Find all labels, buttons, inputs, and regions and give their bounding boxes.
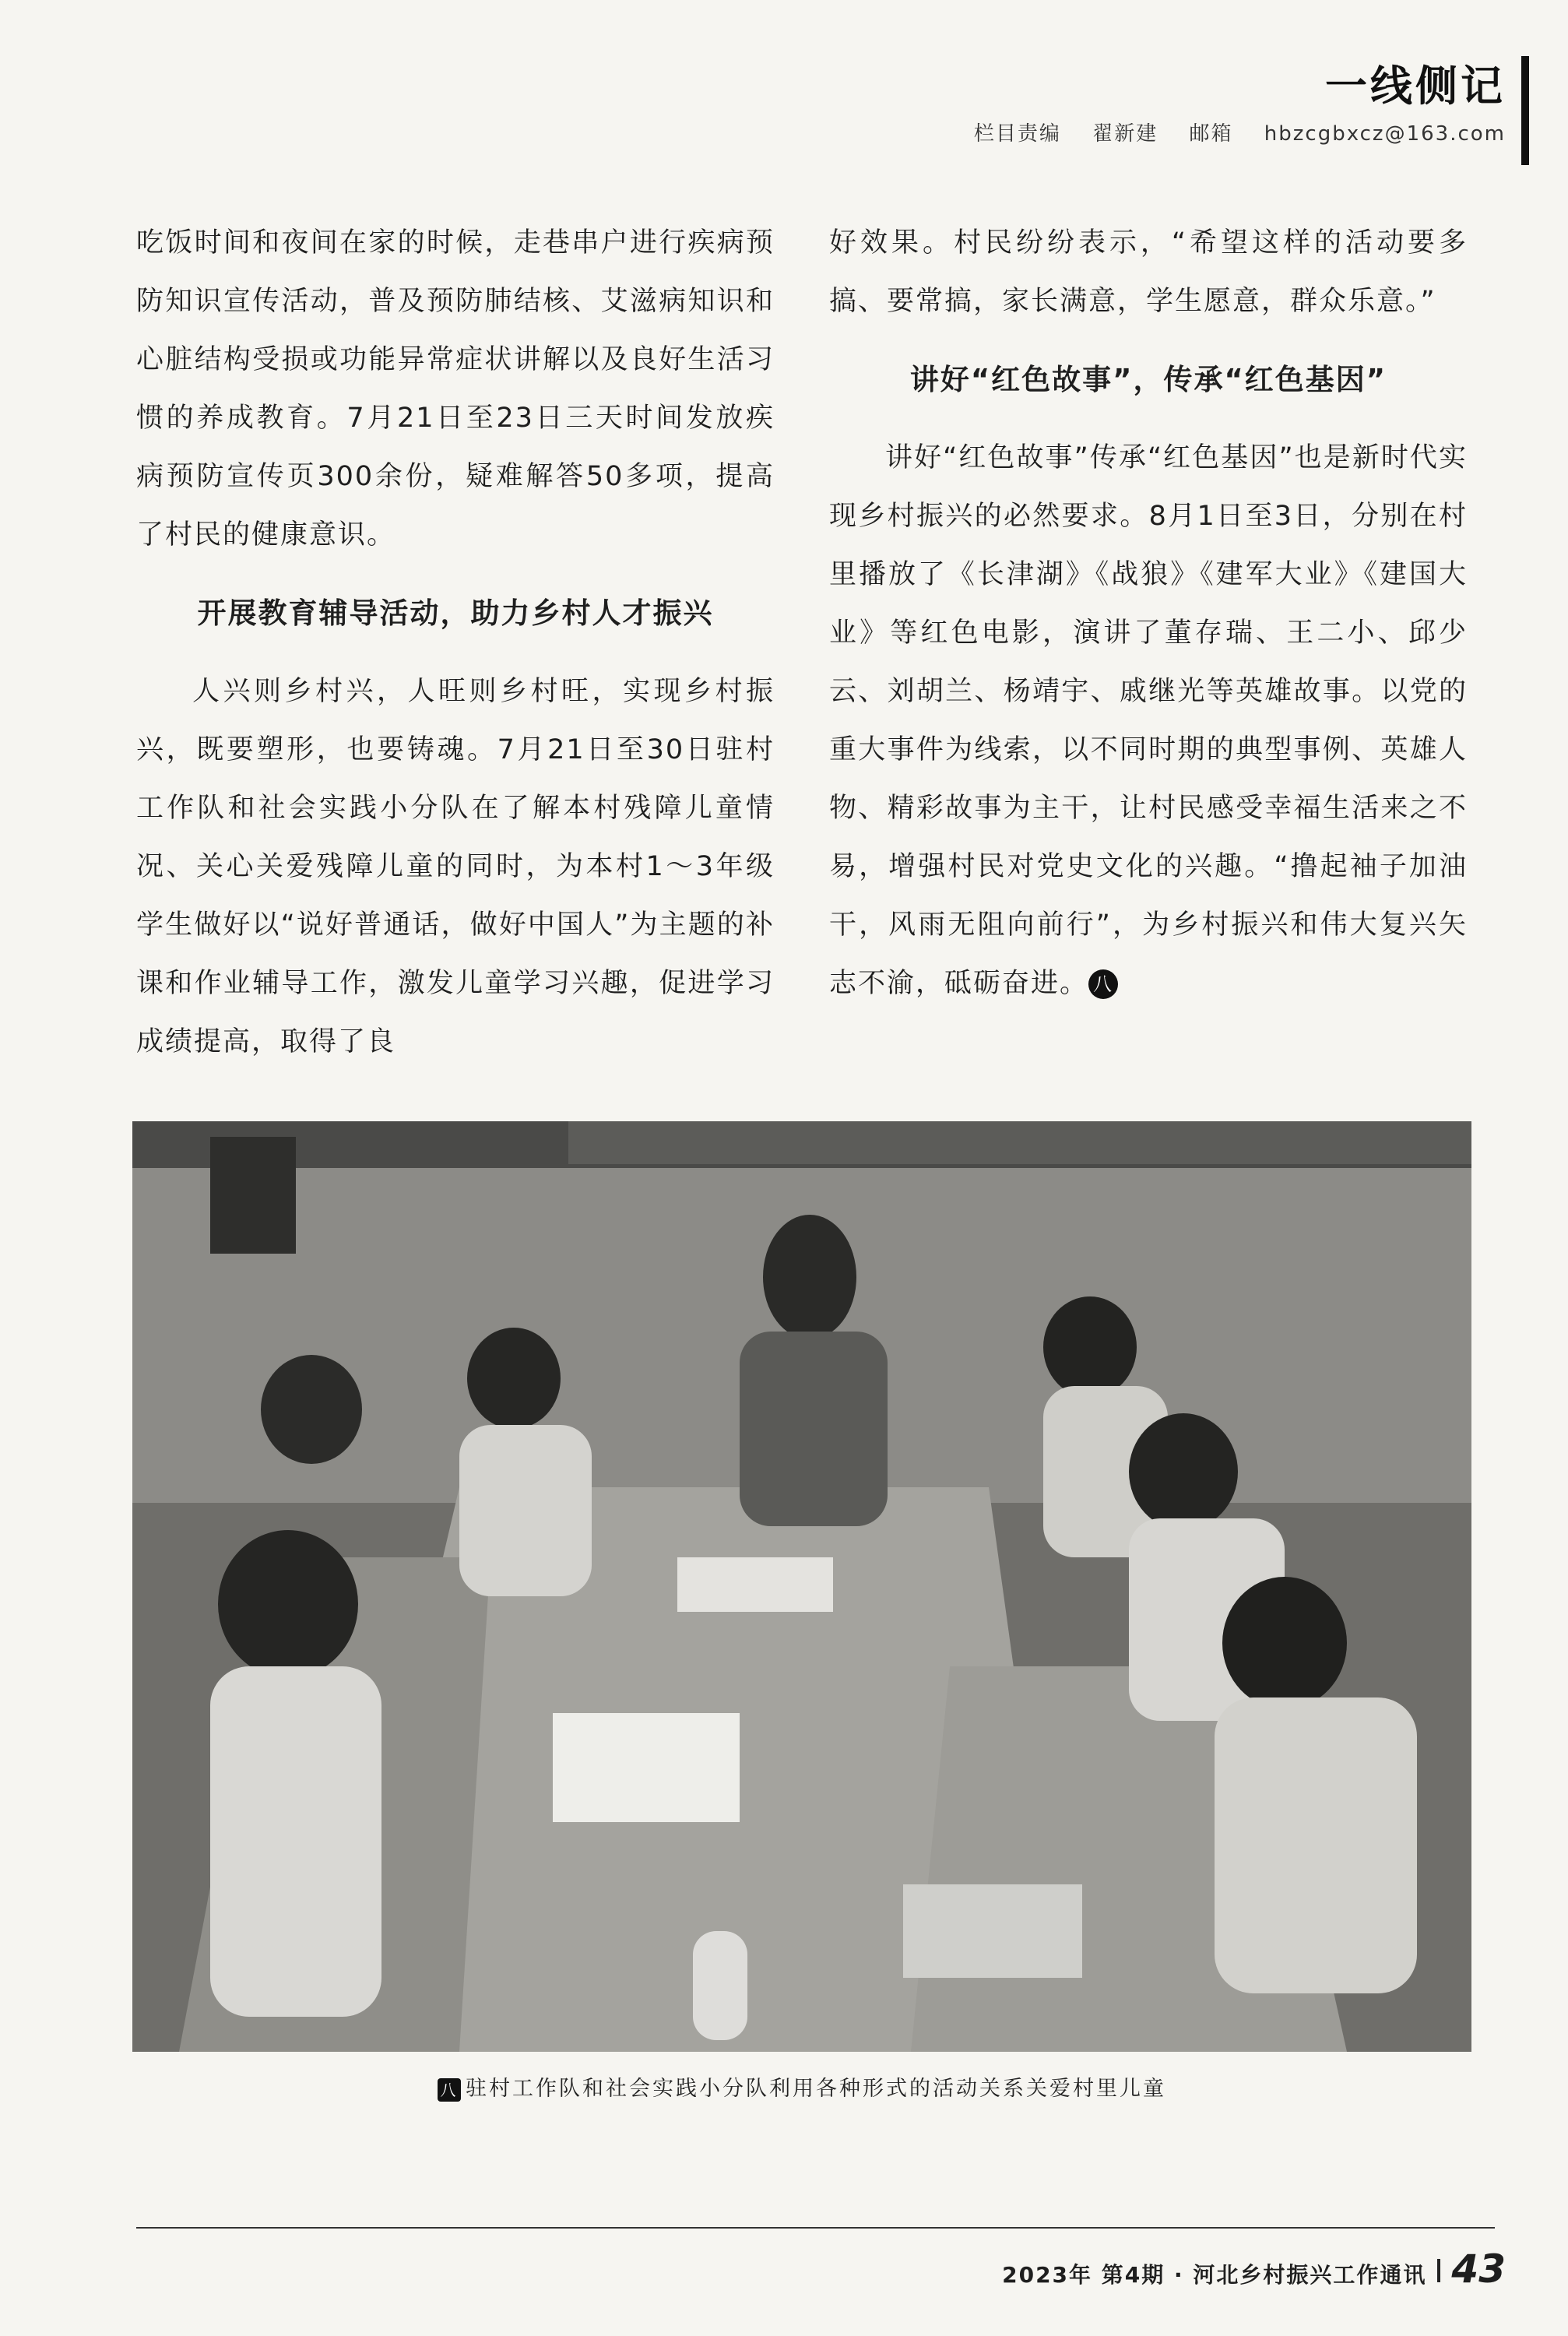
caption-mark-icon: 八	[438, 2078, 461, 2102]
editor-line	[974, 118, 1506, 146]
email-address: hbzcgbxcz@163.com	[1264, 122, 1506, 146]
left-column	[136, 214, 775, 1071]
right-paragraph-1: 好效果。村民纷纷表示，“希望这样的活动要多搞、要常搞，家长满意，学生愿意，群众乐意。”	[829, 227, 1468, 317]
page-number: 43	[1451, 2246, 1506, 2292]
right-column	[829, 214, 1468, 1013]
left-paragraph-2: 人兴则乡村兴，人旺则乡村旺，实现乡村振兴，既要塑形，也要铸魂。7月21日至30日驻村工作队和社会实践小分队在了解本村残障儿童情况、关心关爱残障儿童的同时，为本村1～3年级学生做好以“说好普通话，做好中国人”为主题的补课和作业辅导工作，激发儿童学习兴趣，促进学习成绩提高，取得了良	[136, 676, 775, 1057]
page-header	[974, 53, 1506, 146]
end-mark-icon: 八	[1088, 969, 1118, 999]
footer-separator	[1437, 2259, 1440, 2282]
editor-name: 翟新建	[1092, 122, 1158, 146]
footer-rule	[136, 2227, 1495, 2229]
page-footer	[1002, 2246, 1506, 2292]
header-bar	[1521, 56, 1529, 165]
left-paragraph-1: 吃饭时间和夜间在家的时候，走巷串户进行疾病预防知识宣传活动，普及预防肺结核、艾滋病知识和心脏结构受损或功能异常症状讲解以及良好生活习惯的养成教育。7月21日至23日三天时间发放疾病预防宣传页300余份，疑难解答50多项，提高了村民的健康意识。	[136, 227, 775, 551]
left-heading-1: 开展教育辅导活动，助力乡村人才振兴	[197, 596, 714, 630]
right-paragraph-2-text: 讲好“红色故事”传承“红色基因”也是新时代实现乡村振兴的必然要求。8月1日至3日，分别在村里播放了《长津湖》《战狼》《建军大业》《建国大业》等红色电影，演讲了董存瑞、王二小、邱少云、刘胡兰、杨靖宇、戚继光等英雄故事。以党的重大事件为线索，以不同时期的典型事例、英雄人物、精彩故事为主干，让村民感受幸福生活来之不易，增强村民对党史文化的兴趣。“撸起袖子加油干，风雨无阻向前行”，为乡村振兴和伟大复兴矢志不渝，砥砺奋进。	[829, 442, 1468, 999]
classroom-photo-illustration	[132, 1121, 1471, 2052]
right-heading-1: 讲好“红色故事”，传承“红色基因”	[909, 363, 1387, 396]
caption-text: 驻村工作队和社会实践小分队利用各种形式的活动关系关爱村里儿童	[466, 2077, 1166, 2101]
editor-label: 栏目责编	[973, 122, 1061, 146]
section-title: 一线侧记	[1325, 62, 1506, 111]
classroom-photo	[132, 1121, 1471, 2052]
right-paragraph-2	[829, 429, 1468, 1013]
issue-info: 2023年 第4期 · 河北乡村振兴工作通讯	[1002, 2262, 1427, 2288]
email-label: 邮箱	[1189, 122, 1233, 146]
photo-caption	[132, 2071, 1471, 2102]
